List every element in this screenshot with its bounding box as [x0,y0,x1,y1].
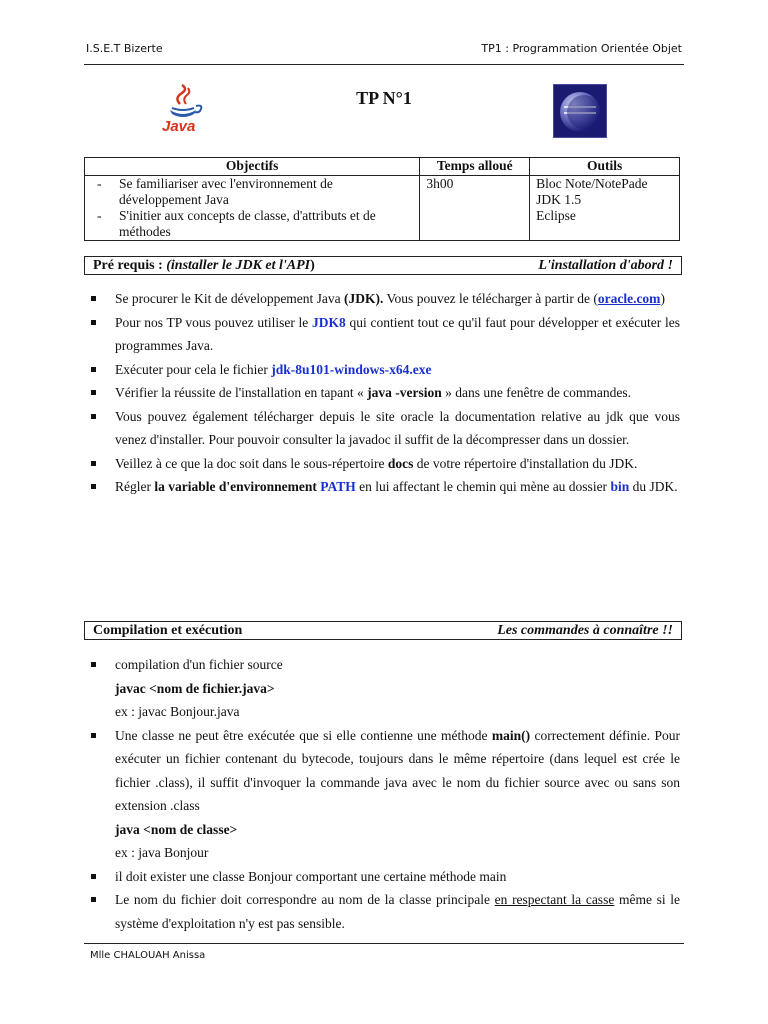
header-divider [84,64,684,65]
tool-item: Eclipse [536,208,576,223]
example-line: ex : javac Bonjour.java [115,704,240,719]
example-line: ex : java Bonjour [115,845,209,860]
list-item: Veillez à ce que la doc soit dans le sous-répertoire docs de votre répertoire d'installation du JDK. [84,452,680,476]
list-item: il doit exister une classe Bonjour comportant une certaine méthode main [84,865,680,889]
oracle-link[interactable]: oracle.com [597,291,661,306]
tool-item: JDK 1.5 [536,192,582,207]
col-temps: Temps alloué [420,158,530,176]
compile-list [84,653,680,935]
prereq-note: L'installation d'abord ! [538,257,673,273]
col-outils: Outils [530,158,680,176]
col-objectifs: Objectifs [85,158,420,176]
command-line: javac <nom de fichier.java> [115,680,275,696]
page-title: TP N°1 [356,88,412,108]
page-header [86,38,682,58]
table-header-row [85,158,680,176]
list-item: Vérifier la réussite de l'installation en tapant « java -version » dans une fenêtre de commandes. [84,381,680,405]
prereq-label: Pré requis : (installer le JDK et l'API) [93,257,315,273]
header-course: TP1 : Programmation Orientée Objet [481,41,682,55]
time-cell: 3h00 [420,176,530,241]
list-item: Pour nos TP vous pouvez utiliser le JDK8 qui contient tout ce qu'il faut pour développer et exécuter les programmes Java. [84,311,680,358]
list-item: compilation d'un fichier source [84,653,680,677]
command-line: java <nom de classe> [115,821,238,837]
list-item: Vous pouvez également télécharger depuis le site oracle la documentation relative au jdk que vous venez d'installer. Pour pouvoir consulter la javadoc il suffit de la décompresser dans un dossier. [84,405,680,452]
install-list [84,287,680,499]
java-wordmark: Java [162,118,196,135]
list-item: Se procurer le Kit de développement Java (JDK). Vous pouvez le télécharger à partir de (oracle.com) [84,287,680,311]
prerequisites-header [84,256,682,275]
footer-author: Mlle CHALOUAH Anissa [90,950,206,961]
footer-divider [84,943,684,944]
objective-item: - S'initier aux concepts de classe, d'attributs et de méthodes [119,208,413,240]
list-item: Une classe ne peut être exécutée que si elle contienne une méthode main() correctement définie. Pour exécuter un fichier contenant du bytecode, toujours dans le même répertoire (dans lequel est crée le fichier .class), il suffit d'invoquer la commande java avec le nom du fichier source avec ou sans son extension .class [84,724,680,818]
header-institution: I.S.E.T Bizerte [86,41,163,55]
list-item: Le nom du fichier doit correspondre au nom de la classe principale en respectant la casse même si le système d'exploitation n'y est pas sensible. [84,888,680,935]
list-item: Exécuter pour cela le fichier jdk-8u101-windows-x64.exe [84,358,680,382]
objectives-cell [85,176,420,241]
tools-cell [530,176,680,241]
compilation-label: Compilation et exécution [93,622,243,638]
compilation-note: Les commandes à connaître !! [497,622,673,638]
tool-item: Bloc Note/NotePade [536,176,648,191]
table-row [85,176,680,241]
objective-item: - Se familiariser avec l'environnement de développement Java [119,176,413,208]
compilation-header [84,621,682,640]
list-item: Régler la variable d'environnement PATH en lui affectant le chemin qui mène au dossier bin du JDK. [84,475,680,499]
objectives-table [84,157,680,241]
